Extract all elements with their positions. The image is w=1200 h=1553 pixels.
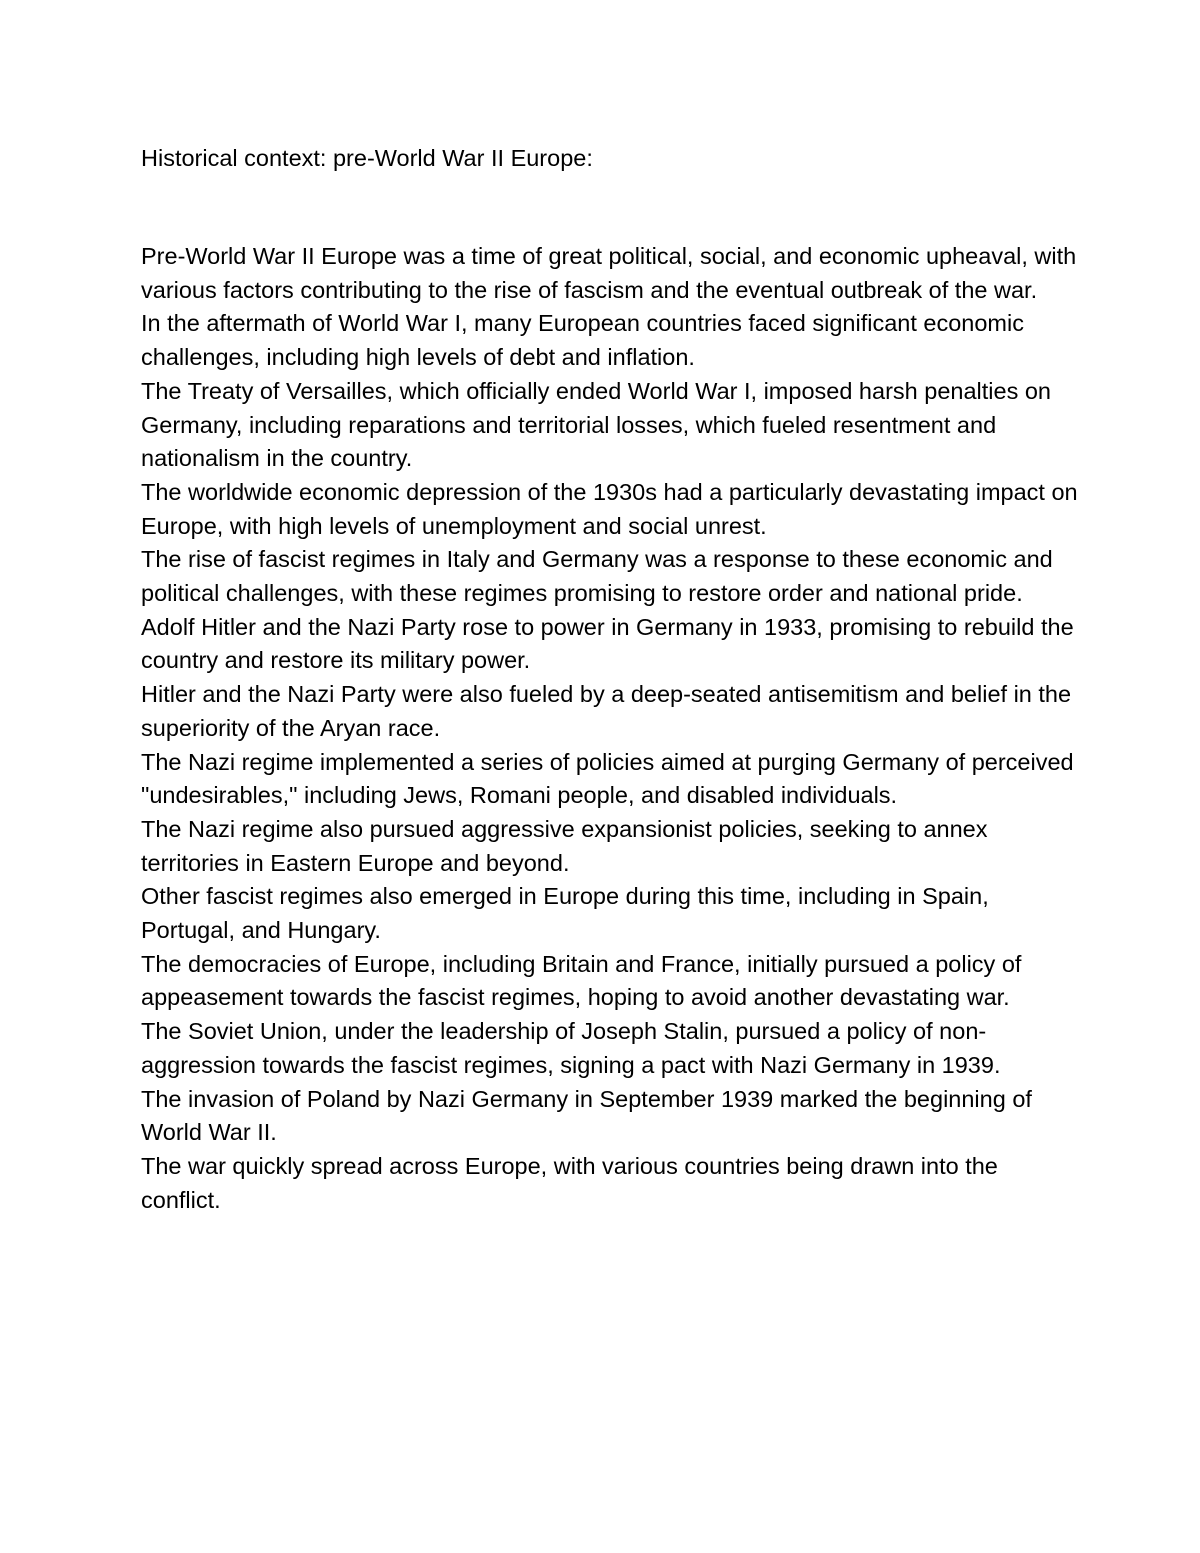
paragraph: Other fascist regimes also emerged in Europe during this time, including in Spain, Portugal, and Hungary. [141,883,989,944]
paragraph: The Treaty of Versailles, which officially ended World War I, imposed harsh penalties on Germany, including reparations and territorial losses, which fueled resentment and nationalism in the country. [141,377,1051,472]
paragraph: The war quickly spread across Europe, with various countries being drawn into the conflict. [141,1152,998,1213]
paragraph: Pre-World War II Europe was a time of great political, social, and economic upheaval, with various factors contributing to the rise of fascism and the eventual outbreak of the war. [141,243,1077,303]
paragraph: The democracies of Europe, including Britain and France, initially pursued a policy of appeasement towards the fascist regimes, hoping to avoid another devastating war. [141,950,1022,1011]
paragraph: The invasion of Poland by Nazi Germany in September 1939 marked the beginning of World War II. [141,1085,1032,1146]
paragraph: The worldwide economic depression of the 1930s had a particularly devastating impact on Europe, with high levels of unemployment and social unrest. [141,478,1078,539]
document-title: Historical context: pre-World War II Europe: [141,145,593,171]
paragraph: In the aftermath of World War I, many European countries faced significant economic challenges, including high levels of debt and inflation. [141,310,1024,371]
paragraph: Adolf Hitler and the Nazi Party rose to power in Germany in 1933, promising to rebuild the country and restore its military power. [141,613,1074,674]
document-body [141,240,1081,1217]
paragraph: The Nazi regime also pursued aggressive expansionist policies, seeking to annex territories in Eastern Europe and beyond. [141,815,988,876]
paragraph: Hitler and the Nazi Party were also fueled by a deep-seated antisemitism and belief in the superiority of the Aryan race. [141,681,1072,741]
paragraph: The rise of fascist regimes in Italy and Germany was a response to these economic and political challenges, with these regimes promising to restore order and national pride. [141,546,1053,607]
paragraph: The Nazi regime implemented a series of policies aimed at purging Germany of perceived "undesirables," including Jews, Romani people, and disabled individuals. [141,748,1074,809]
paragraph: The Soviet Union, under the leadership of Joseph Stalin, pursued a policy of non-aggression towards the fascist regimes, signing a pact with Nazi Germany in 1939. [141,1018,1001,1078]
